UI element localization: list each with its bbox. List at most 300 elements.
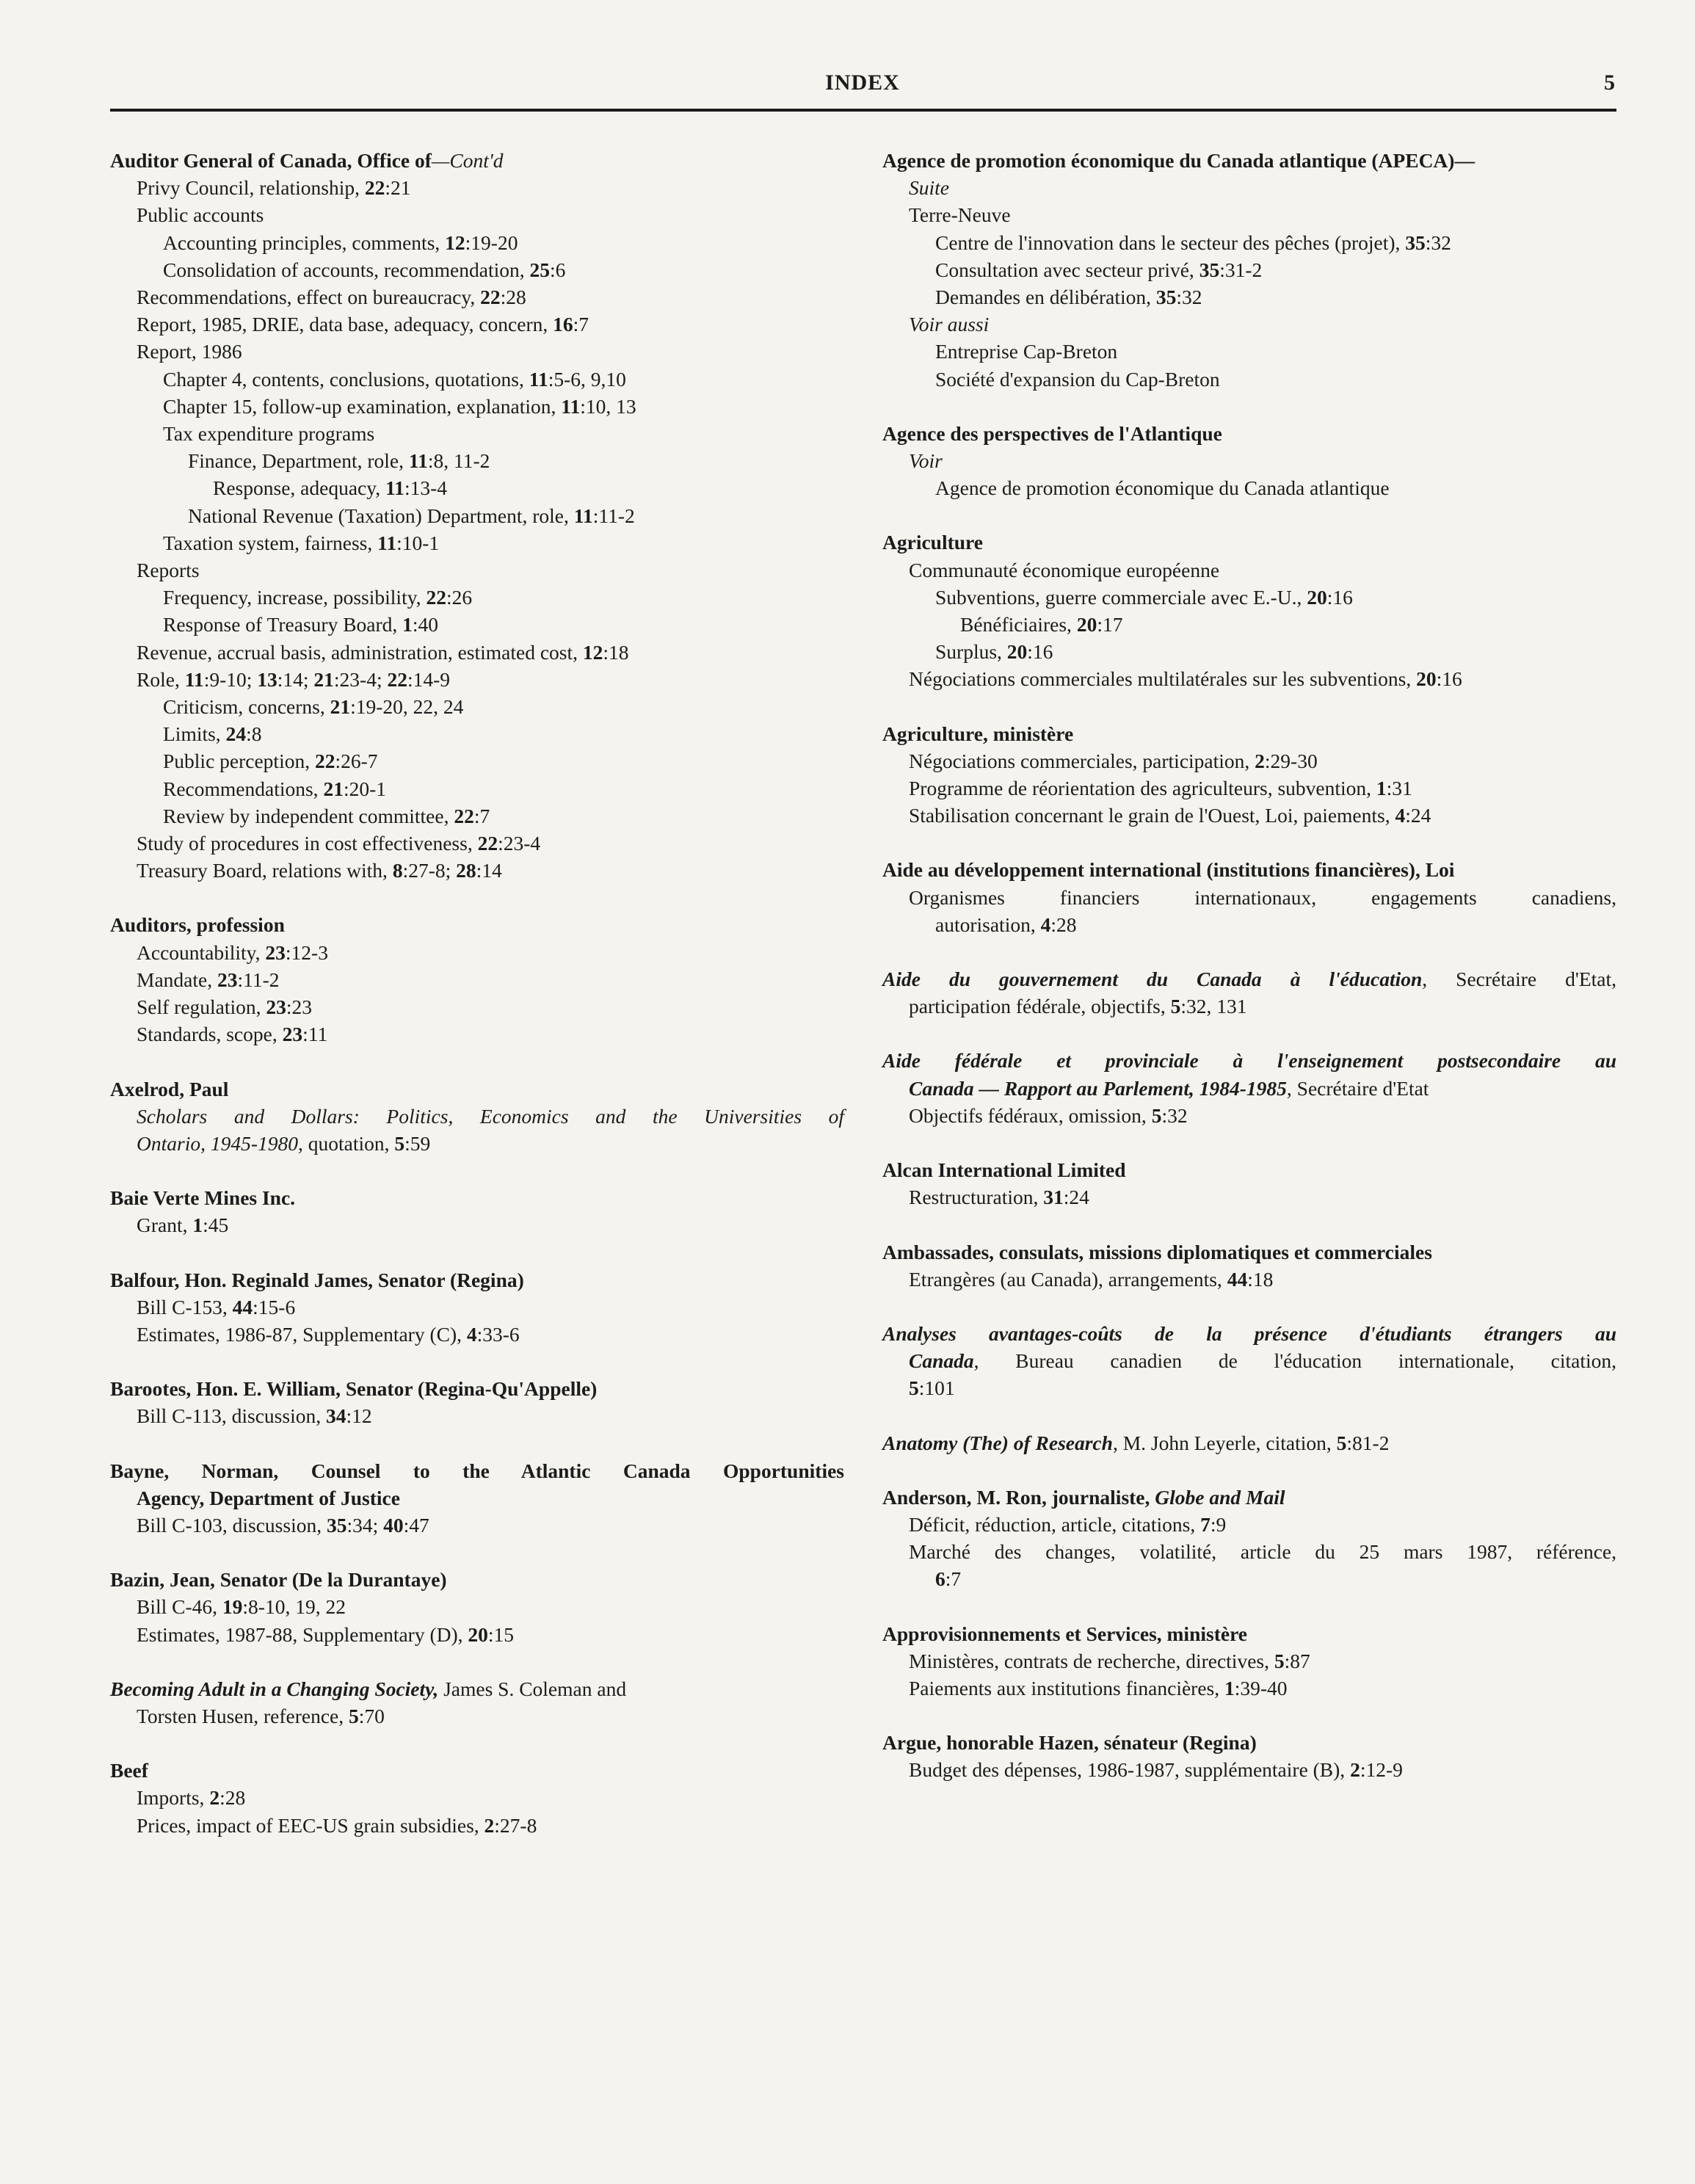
volume-number: 4 (466, 1322, 477, 1346)
index-text: Restructuration, (909, 1186, 1044, 1209)
index-text: :7 (573, 313, 589, 336)
index-heading-line (110, 1266, 844, 1294)
index-text: Ambassades, consulats, missions diplomatiques et commerciales (882, 1240, 1432, 1263)
index-text: Demandes en délibération, (935, 286, 1156, 309)
volume-number: 35 (1199, 258, 1220, 281)
volume-number: 23 (282, 1023, 303, 1046)
index-entry (110, 1375, 844, 1429)
index-text: :28 (1050, 913, 1077, 936)
index-subentry-line (110, 393, 844, 420)
index-text: National Revenue (Taxation) Department, role, (188, 504, 574, 527)
index-text: :24 (1063, 1186, 1089, 1209)
index-subentry-line (882, 447, 1616, 474)
index-text: , Secrétaire d'Etat (1286, 1076, 1429, 1100)
index-text: Programme de réorientation des agriculteurs, subvention, (909, 777, 1376, 800)
index-text: Response, adequacy, (213, 476, 385, 500)
index-heading-line (882, 1729, 1616, 1756)
volume-number: 1 (402, 613, 413, 636)
index-entry (110, 147, 844, 884)
index-subentry-line (882, 584, 1616, 611)
index-text: :12-9 (1360, 1758, 1403, 1782)
index-subentry-line (110, 556, 844, 584)
index-subentry-line (110, 529, 844, 556)
index-text: Study of procedures in cost effectiveness, (137, 832, 478, 855)
volume-number: 2 (1350, 1758, 1360, 1782)
index-subentry-line (882, 611, 1616, 638)
index-subentry-line (110, 447, 844, 474)
volume-number: 1 (1224, 1676, 1235, 1699)
index-text: Standards, scope, (137, 1023, 283, 1046)
volume-number: 22 (426, 586, 446, 609)
index-subentry-line (110, 174, 844, 201)
index-text: :8-10, 19, 22 (242, 1595, 346, 1619)
index-subentry-line (110, 1621, 844, 1648)
index-text: :15-6 (253, 1295, 296, 1318)
index-text: :34; (346, 1513, 384, 1537)
index-heading-line (882, 147, 1616, 174)
index-text: Baie Verte Mines Inc. (110, 1186, 296, 1210)
index-entry (882, 1047, 1616, 1129)
index-entry (882, 529, 1616, 692)
index-subentry-line (110, 1812, 844, 1839)
page-title: INDEX (825, 70, 900, 95)
volume-number: 2 (209, 1786, 220, 1810)
index-subentry-line (882, 556, 1616, 584)
header-rule (110, 109, 1616, 112)
index-subentry-line (882, 283, 1616, 311)
index-text: :59 (404, 1131, 431, 1155)
volume-number: 11 (573, 504, 593, 527)
volume-number: 22 (480, 286, 501, 309)
volume-number: 12 (445, 231, 465, 254)
volume-number: 2 (1255, 749, 1265, 772)
index-text: Accounting principles, comments, (163, 231, 446, 254)
index-text: Recommendations, effect on bureaucracy, (137, 286, 481, 309)
index-text: :47 (403, 1513, 429, 1537)
index-subentry-line (882, 774, 1616, 802)
volume-number: 4 (1040, 913, 1051, 936)
volume-number: 21 (313, 667, 334, 691)
volume-number: 1 (192, 1213, 203, 1237)
index-text: :26-7 (335, 750, 378, 773)
volume-number: 23 (217, 968, 238, 991)
index-subentry-line (882, 1756, 1616, 1783)
index-subentry-line (110, 283, 844, 311)
index-heading-line (882, 856, 1616, 883)
index-text: Etrangères (au Canada), arrangements, (909, 1267, 1227, 1291)
index-subentry-line (882, 174, 1616, 201)
index-entry (882, 1238, 1616, 1293)
index-text: :14; (277, 667, 314, 691)
index-text: Bazin, Jean, Senator (De la Durantaye) (110, 1568, 447, 1592)
index-subentry-line (882, 1511, 1616, 1538)
volume-number: 11 (561, 394, 581, 418)
index-subentry-line (882, 911, 1616, 938)
volume-number: 11 (385, 476, 404, 500)
index-subentry-line (882, 1538, 1616, 1565)
index-text: Accountability, (137, 940, 266, 964)
index-text: :15 (487, 1622, 515, 1646)
index-text: :11-2 (592, 504, 635, 527)
index-text: Balfour, Hon. Reginald James, Senator (Regina) (110, 1268, 524, 1291)
index-text: , quotation, (298, 1131, 395, 1155)
index-text: Agence de promotion économique du Canada atlantique (APECA)— (882, 149, 1475, 172)
index-heading-line (882, 1320, 1616, 1347)
index-subentry-line (882, 1102, 1616, 1129)
index-text: Terre-Neuve (909, 203, 1011, 227)
index-text: Auditor General of Canada, Office of (110, 149, 432, 172)
index-text: :14-9 (407, 667, 451, 691)
volume-number: 20 (1006, 640, 1028, 664)
index-subentry-line (110, 830, 844, 857)
index-text: Canada — Rapport au Parlement, 1984-1985 (909, 1076, 1287, 1100)
index-text: Report, 1986 (137, 340, 242, 363)
index-text: Estimates, 1986-87, Supplementary (C), (137, 1322, 467, 1346)
index-heading-line (110, 1675, 844, 1702)
index-text: Frequency, increase, possibility, (163, 586, 427, 609)
volume-number: 8 (392, 859, 403, 882)
index-subentry-line (110, 1593, 844, 1620)
index-text: Review by independent committee, (163, 804, 454, 827)
index-subentry-line (882, 1266, 1616, 1293)
index-text: Communauté économique européenne (909, 558, 1220, 581)
index-text: , M. John Leyerle, citation, (1112, 1431, 1337, 1454)
index-entry (110, 1266, 844, 1349)
index-text: :7 (473, 804, 490, 827)
index-subentry-line (110, 939, 844, 966)
index-subentry-line (110, 256, 844, 283)
index-text: :14 (476, 859, 502, 882)
index-text: Voir (909, 449, 943, 473)
index-entry (110, 1457, 844, 1539)
index-text: Consolidation of accounts, recommendation, (163, 258, 530, 281)
index-text: Chapter 15, follow-up examination, explanation, (163, 394, 562, 418)
volume-number: 11 (377, 531, 397, 554)
index-heading-line (110, 1757, 844, 1784)
volume-number: 20 (1307, 585, 1327, 609)
index-subentry-line (110, 1130, 844, 1157)
volume-number: 5 (1336, 1431, 1347, 1454)
volume-number: 2 (484, 1813, 495, 1837)
index-heading-line (110, 1566, 844, 1593)
index-text: Limits, (163, 722, 226, 746)
volume-number: 20 (468, 1622, 488, 1646)
volume-number: 44 (232, 1295, 253, 1318)
index-text: :27-8; (402, 859, 457, 882)
index-heading-line (110, 1375, 844, 1402)
index-heading-line (882, 1484, 1616, 1511)
page-number: 5 (1604, 70, 1615, 95)
volume-number: 20 (1416, 667, 1437, 691)
index-entry (882, 147, 1616, 393)
index-text: Centre de l'innovation dans le secteur des pêches (projet), (935, 231, 1406, 254)
index-text: Argue, honorable Hazen, sénateur (Regina) (882, 1731, 1257, 1755)
index-subentry-line (110, 201, 844, 228)
index-subentry-line (110, 1294, 844, 1321)
page-header (110, 70, 1615, 107)
index-subentry-line (882, 1374, 1616, 1401)
index-subentry-line (110, 775, 844, 802)
index-text: Agriculture, ministère (882, 722, 1074, 745)
index-text: Bayne, Norman, Counsel to the Atlantic Canada Opportunities (110, 1459, 844, 1482)
volume-number: 5 (1274, 1649, 1285, 1672)
index-text: Self regulation, (137, 995, 266, 1019)
volume-number: 35 (1155, 286, 1177, 309)
index-subentry-line (882, 1075, 1616, 1102)
index-text: :12 (346, 1404, 372, 1428)
volume-number: 5 (348, 1704, 359, 1727)
volume-number: 6 (935, 1567, 946, 1591)
index-text: autorisation, (935, 913, 1041, 936)
index-text: Aide du gouvernement du Canada à l'éducation (882, 968, 1423, 991)
index-text: Société d'expansion du Cap-Breton (935, 367, 1220, 391)
index-text: :31-2 (1219, 258, 1263, 281)
index-text: Approvisionnements et Services, ministère (882, 1622, 1247, 1645)
index-text: Stabilisation concernant le grain de l'Ouest, Loi, paiements, (909, 804, 1395, 827)
volume-number: 19 (222, 1595, 243, 1619)
index-entry (882, 1484, 1616, 1593)
index-subentry-line (110, 502, 844, 529)
volume-number: 22 (364, 176, 385, 200)
index-text: :40 (412, 613, 439, 636)
index-column-right (882, 147, 1616, 1811)
index-entry (110, 1757, 844, 1839)
index-text: :6 (549, 258, 566, 281)
volume-number: 5 (909, 1376, 919, 1400)
index-subentry-line (882, 747, 1616, 774)
index-heading-line (110, 1184, 844, 1211)
index-subentry-line (110, 420, 844, 447)
index-heading-line (110, 147, 844, 174)
volume-number: 12 (582, 640, 603, 664)
volume-number: 22 (314, 750, 335, 773)
index-subentry-line (882, 256, 1616, 283)
index-text: Becoming Adult in a Changing Society, (110, 1677, 439, 1700)
index-text: :87 (1284, 1649, 1310, 1672)
index-text: Privy Council, relationship, (137, 176, 365, 200)
index-text: :16 (1027, 640, 1053, 664)
index-subentry-line (110, 747, 844, 774)
index-entry (110, 1566, 844, 1648)
volume-number: 13 (257, 667, 277, 691)
index-heading-line (882, 1429, 1616, 1456)
index-text: :31 (1386, 777, 1412, 800)
index-subentry-line (882, 993, 1616, 1020)
index-text: participation fédérale, objectifs, (909, 995, 1171, 1018)
index-text: :21 (385, 176, 411, 200)
index-text: James S. Coleman and (438, 1677, 627, 1700)
index-text: Paiements aux institutions financières, (909, 1676, 1224, 1699)
index-text: Scholars and Dollars: Politics, Economics and the Universities of (137, 1104, 844, 1128)
index-heading-line (882, 529, 1616, 556)
index-text: Analyses avantages-coûts de la présence d'étudiants étrangers au (882, 1321, 1616, 1345)
volume-number: 21 (330, 695, 351, 719)
index-entry (882, 856, 1616, 938)
index-subentry-line (110, 311, 844, 338)
index-heading-line (882, 965, 1616, 993)
index-text: Entreprise Cap-Breton (935, 340, 1118, 363)
volume-number: 31 (1043, 1186, 1064, 1209)
index-entry (110, 1184, 844, 1238)
volume-number: 11 (184, 667, 204, 691)
index-text: :32 (1176, 286, 1202, 309)
index-subentry-line (882, 1647, 1616, 1675)
index-text: Ontario, 1945-1980 (137, 1131, 298, 1155)
index-text: :28 (500, 286, 526, 309)
index-subentry-line (110, 857, 844, 884)
index-subentry-line (882, 638, 1616, 665)
index-text: Bill C-103, discussion, (137, 1513, 327, 1537)
volume-number: 24 (225, 722, 247, 746)
index-text: :16 (1436, 667, 1462, 691)
index-text: :32, 131 (1180, 995, 1247, 1018)
index-subentry-line (110, 1512, 844, 1539)
index-subentry-line (110, 474, 844, 501)
index-subentry-line (110, 611, 844, 638)
volume-number: 23 (266, 995, 286, 1019)
index-text: :19-20 (465, 231, 518, 254)
index-text: :13-4 (404, 476, 447, 500)
volume-number: 35 (1405, 231, 1426, 254)
index-text: Public perception, (163, 750, 315, 773)
index-text: Organismes financiers internationaux, engagements canadiens, (909, 885, 1616, 909)
index-subentry-line (882, 474, 1616, 501)
index-heading-line (110, 911, 844, 938)
index-subentry-line (882, 665, 1616, 692)
index-subentry-line (882, 802, 1616, 829)
index-subentry-line (110, 338, 844, 365)
index-text: Budget des dépenses, 1986-1987, supplémentaire (B), (909, 1758, 1351, 1782)
index-subentry-line (882, 1565, 1616, 1592)
index-text: Axelrod, Paul (110, 1077, 229, 1100)
index-subentry-line (110, 1784, 844, 1811)
index-text: Agency, Department of Justice (137, 1486, 400, 1509)
index-subentry-line (110, 1211, 844, 1238)
index-text: Globe and Mail (1155, 1485, 1285, 1509)
index-text: :19-20, 22, 24 (350, 695, 464, 719)
index-text: Déficit, réduction, article, citations, (909, 1512, 1201, 1536)
index-text: Agence de promotion économique du Canada atlantique (935, 476, 1390, 500)
index-text: :26 (446, 586, 473, 609)
volume-number: 5 (1151, 1103, 1162, 1127)
index-text: Voir aussi (909, 313, 990, 336)
index-text: :12-3 (285, 940, 328, 964)
index-heading-line (110, 1457, 844, 1484)
index-heading-line (882, 720, 1616, 747)
index-heading-line (110, 1075, 844, 1103)
index-subentry-line (110, 1321, 844, 1348)
index-text: Torsten Husen, reference, (137, 1704, 349, 1727)
index-subentry-line (882, 1675, 1616, 1702)
index-text: :17 (1097, 613, 1123, 636)
index-text: Beef (110, 1759, 148, 1782)
index-text: Subventions, guerre commerciale avec E.-U., (935, 585, 1307, 609)
index-text: :11-2 (237, 968, 280, 991)
index-text: Bénéficiaires, (960, 613, 1077, 636)
index-text: :8 (246, 722, 262, 746)
index-text: Response of Treasury Board, (163, 613, 403, 636)
index-text: Surplus, (935, 640, 1007, 664)
index-text: Aide fédérale et provinciale à l'enseignement postsecondaire au (882, 1049, 1616, 1073)
index-text: Estimates, 1987-88, Supplementary (D), (137, 1622, 468, 1646)
volume-number: 11 (408, 449, 428, 473)
index-text: Grant, (137, 1213, 193, 1237)
index-text: :23-4 (498, 832, 541, 855)
index-entry (882, 1320, 1616, 1402)
index-text: Ministères, contrats de recherche, directives, (909, 1649, 1274, 1672)
index-subentry-line (110, 993, 844, 1020)
index-text: Agriculture (882, 531, 983, 554)
index-text: Consultation avec secteur privé, (935, 258, 1199, 281)
volume-number: 28 (456, 859, 476, 882)
index-text: , Bureau canadien de l'éducation internationale, citation, (973, 1349, 1616, 1373)
index-subentry-line (110, 1103, 844, 1130)
index-text: :8, 11-2 (427, 449, 490, 473)
index-text: Suite (909, 176, 949, 200)
index-text: Agence des perspectives de l'Atlantique (882, 421, 1222, 445)
index-subentry-line (110, 584, 844, 611)
index-text: Aide au développement international (institutions financières), Loi (882, 858, 1455, 882)
index-heading-line (882, 420, 1616, 447)
index-text: :32 (1161, 1103, 1188, 1127)
index-heading-line (882, 1620, 1616, 1647)
index-entry (110, 1675, 844, 1730)
index-subentry-line (110, 1402, 844, 1429)
index-text: :10-1 (396, 531, 440, 554)
index-text: Bill C-113, discussion, (137, 1404, 326, 1428)
index-text: Anderson, M. Ron, journaliste, (882, 1485, 1155, 1509)
index-subentry-line (110, 720, 844, 747)
index-text: Tax expenditure programs (163, 422, 375, 446)
index-subentry-line (882, 1347, 1616, 1374)
index-subentry-line (882, 366, 1616, 393)
volume-number: 5 (1170, 995, 1181, 1018)
index-text: Taxation system, fairness, (163, 531, 378, 554)
index-text: :81-2 (1346, 1431, 1390, 1454)
index-subentry-line (882, 338, 1616, 365)
index-subentry-line (110, 1702, 844, 1730)
volume-number: 1 (1376, 777, 1387, 800)
index-text: :27-8 (494, 1813, 537, 1837)
index-text: Criticism, concerns, (163, 695, 330, 719)
index-text: :16 (1326, 585, 1353, 609)
index-text: Objectifs fédéraux, omission, (909, 1103, 1152, 1127)
index-text: :23 (286, 995, 313, 1019)
volume-number: 22 (454, 804, 474, 827)
index-subentry-line (110, 1484, 844, 1512)
volume-number: 22 (477, 832, 498, 855)
index-text: Bill C-153, (137, 1295, 233, 1318)
volume-number: 5 (394, 1131, 405, 1155)
index-text: Canada (909, 1349, 974, 1373)
index-text: :101 (918, 1376, 955, 1400)
index-text: Chapter 4, contents, conclusions, quotations, (163, 367, 529, 391)
index-text: —Cont'd (431, 149, 504, 172)
volume-number: 4 (1395, 804, 1406, 827)
volume-number: 21 (323, 777, 344, 800)
index-subentry-line (110, 229, 844, 256)
index-entry (882, 1156, 1616, 1211)
index-text: Bill C-46, (137, 1595, 222, 1619)
index-subentry-line (110, 366, 844, 393)
volume-number: 22 (387, 667, 407, 691)
volume-number: 16 (553, 313, 573, 336)
volume-number: 23 (265, 940, 286, 964)
index-text: :28 (219, 1786, 246, 1810)
index-text: :20-1 (343, 777, 386, 800)
index-text: Treasury Board, relations with, (137, 859, 393, 882)
index-entry (882, 1729, 1616, 1783)
